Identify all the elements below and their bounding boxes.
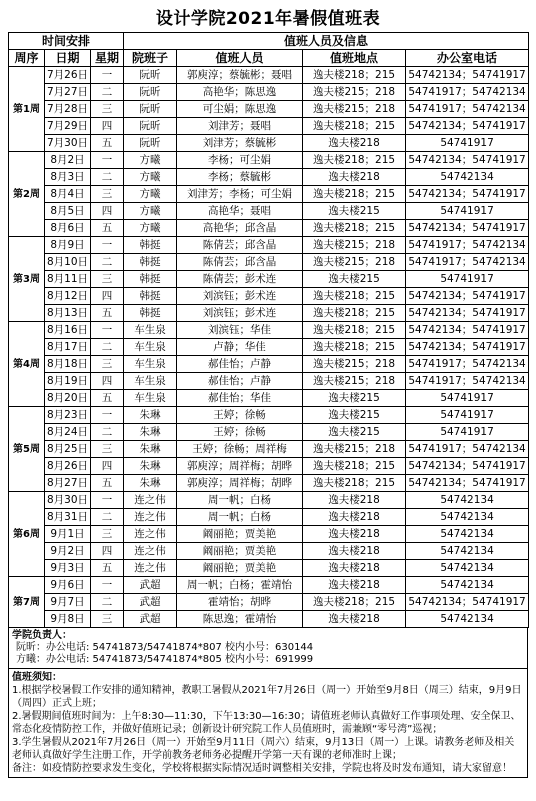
date-cell: 8月12日 [45, 288, 91, 305]
table-row [9, 169, 529, 186]
phone-cell: 54741917；54742134 [406, 356, 529, 373]
leader-cell: 武超 [124, 611, 177, 628]
date-cell: 7月27日 [45, 84, 91, 101]
place-cell: 逸夫楼215 [303, 390, 406, 407]
staff-cell: 李杨；蔡毓彬 [177, 169, 303, 186]
phone-cell: 54741917 [406, 203, 529, 220]
date-cell: 8月18日 [45, 356, 91, 373]
table-row [9, 322, 529, 339]
date-cell: 8月2日 [45, 152, 91, 169]
notes-heading: 值班须知： [12, 672, 62, 683]
week-label-cell: 第1周 [9, 67, 45, 152]
leader-cell: 方曦 [124, 220, 177, 237]
leader-cell: 方曦 [124, 152, 177, 169]
phone-cell: 54742134；54741917 [406, 339, 529, 356]
place-cell: 逸夫楼218；215 [303, 475, 406, 492]
date-cell: 8月20日 [45, 390, 91, 407]
weekday-cell: 五 [91, 475, 124, 492]
weekday-cell: 四 [91, 458, 124, 475]
leader-cell: 阮昕 [124, 84, 177, 101]
phone-cell: 54742134 [406, 560, 529, 577]
week-label-cell: 第5周 [9, 407, 45, 492]
note-line: 3.学生暑假从2021年7月26日（周一）开始至9月11日（周六）结束，9月13日（周一）上课。请教务老师及相关老师认真做好学生注册工作，开学前教务老师务必提醒开学第一天有课的老师准时上课； [12, 737, 515, 761]
leaders-heading: 学院负责人： [12, 630, 72, 641]
date-cell: 8月5日 [45, 203, 91, 220]
weekday-cell: 三 [91, 186, 124, 203]
duty-table [8, 32, 529, 628]
place-cell: 逸夫楼215；218 [303, 373, 406, 390]
place-cell: 逸夫楼218；215 [303, 288, 406, 305]
date-cell: 8月13日 [45, 305, 91, 322]
leader-cell: 朱琳 [124, 458, 177, 475]
place-cell: 逸夫楼215 [303, 271, 406, 288]
weekday-cell: 五 [91, 390, 124, 407]
leader-cell: 韩挺 [124, 288, 177, 305]
phone-cell: 54742134 [406, 526, 529, 543]
date-cell: 9月8日 [45, 611, 91, 628]
place-cell: 逸夫楼218；215 [303, 305, 406, 322]
staff-cell: 刘津芳；李杨；可尘娟 [177, 186, 303, 203]
date-cell: 8月4日 [45, 186, 91, 203]
table-row [9, 526, 529, 543]
column-header-staff: 值班人员 [177, 50, 303, 67]
weekday-cell: 三 [91, 441, 124, 458]
place-cell: 逸夫楼215；218 [303, 84, 406, 101]
group-header-staff: 值班人员及信息 [124, 33, 529, 50]
place-cell: 逸夫楼218；215 [303, 458, 406, 475]
staff-cell: 卢静；华佳 [177, 339, 303, 356]
weekday-cell: 五 [91, 305, 124, 322]
leader-cell: 朱琳 [124, 407, 177, 424]
leader-line: 方曦：办公电话: 54741873/54741874*805 校内小号：691999 [16, 654, 314, 665]
table-row [9, 152, 529, 169]
leader-cell: 武超 [124, 577, 177, 594]
staff-cell: 陈思逸；霍靖怡 [177, 611, 303, 628]
staff-cell: 周一帆；白杨 [177, 492, 303, 509]
place-cell: 逸夫楼218；215 [303, 594, 406, 611]
table-row [9, 441, 529, 458]
leader-cell: 阮昕 [124, 67, 177, 84]
date-cell: 8月6日 [45, 220, 91, 237]
leader-cell: 武超 [124, 594, 177, 611]
place-cell: 逸夫楼215 [303, 407, 406, 424]
phone-cell: 54741917 [406, 424, 529, 441]
column-header-weekday: 星期 [91, 50, 124, 67]
table-row [9, 424, 529, 441]
place-cell: 逸夫楼218；215 [303, 186, 406, 203]
table-row [9, 271, 529, 288]
phone-cell: 54742134 [406, 169, 529, 186]
staff-cell: 陈倩芸；邱含晶 [177, 237, 303, 254]
week-label-cell: 第4周 [9, 322, 45, 407]
weekday-cell: 四 [91, 373, 124, 390]
table-row [9, 356, 529, 373]
date-cell: 7月29日 [45, 118, 91, 135]
table-row [9, 339, 529, 356]
weekday-cell: 一 [91, 237, 124, 254]
weekday-cell: 三 [91, 526, 124, 543]
weekday-cell: 一 [91, 152, 124, 169]
staff-cell: 阚丽艳；贾美艳 [177, 526, 303, 543]
leader-cell: 车生泉 [124, 373, 177, 390]
place-cell: 逸夫楼215 [303, 203, 406, 220]
phone-cell: 54742134；54741917 [406, 475, 529, 492]
leader-cell: 方曦 [124, 203, 177, 220]
weekday-cell: 三 [91, 101, 124, 118]
date-cell: 8月19日 [45, 373, 91, 390]
date-cell: 9月1日 [45, 526, 91, 543]
week-label-cell: 第6周 [9, 492, 45, 577]
notes-section [8, 669, 528, 778]
leader-cell: 连之伟 [124, 492, 177, 509]
date-cell: 8月10日 [45, 254, 91, 271]
staff-cell: 高艳华；邱含晶 [177, 220, 303, 237]
place-cell: 逸夫楼215；218 [303, 237, 406, 254]
date-cell: 7月30日 [45, 135, 91, 152]
staff-cell: 王婷；徐畅；周祥梅 [177, 441, 303, 458]
phone-cell: 54742134；54741917 [406, 288, 529, 305]
date-cell: 8月27日 [45, 475, 91, 492]
staff-cell: 刘滨钰；彭术连 [177, 305, 303, 322]
phone-cell: 54742134；54741917 [406, 322, 529, 339]
leader-cell: 韩挺 [124, 271, 177, 288]
staff-cell: 高艳华；聂唱 [177, 203, 303, 220]
column-header-leader: 院班子 [124, 50, 177, 67]
phone-cell: 54742134；54741917 [406, 594, 529, 611]
leader-cell: 连之伟 [124, 543, 177, 560]
date-cell: 9月6日 [45, 577, 91, 594]
weekday-cell: 五 [91, 135, 124, 152]
place-cell: 逸夫楼218 [303, 492, 406, 509]
table-row [9, 407, 529, 424]
table-row [9, 560, 529, 577]
place-cell: 逸夫楼215 [303, 424, 406, 441]
date-cell: 8月24日 [45, 424, 91, 441]
place-cell: 逸夫楼218；215 [303, 152, 406, 169]
phone-cell: 54742134 [406, 611, 529, 628]
weekday-cell: 一 [91, 492, 124, 509]
weekday-cell: 二 [91, 424, 124, 441]
staff-cell: 高艳华；陈思逸 [177, 84, 303, 101]
table-row [9, 84, 529, 101]
weekday-cell: 二 [91, 169, 124, 186]
staff-cell: 刘滨钰；彭术连 [177, 288, 303, 305]
column-header-phone: 办公室电话 [406, 50, 529, 67]
group-header-time: 时间安排 [9, 33, 124, 50]
column-header-place: 值班地点 [303, 50, 406, 67]
place-cell: 逸夫楼218 [303, 509, 406, 526]
date-cell: 8月16日 [45, 322, 91, 339]
column-header-date: 日期 [45, 50, 91, 67]
phone-cell: 54741917；54742134 [406, 373, 529, 390]
place-cell: 逸夫楼218 [303, 526, 406, 543]
phone-cell: 54742134 [406, 492, 529, 509]
weekday-cell: 二 [91, 509, 124, 526]
note-line: 备注：如疫情防控要求发生变化，学校将根据实际情况适时调整相关安排，学院也将及时发布通知，请大家留意！ [12, 763, 512, 774]
weekday-cell: 三 [91, 271, 124, 288]
phone-cell: 54742134；54741917 [406, 118, 529, 135]
weekday-cell: 四 [91, 288, 124, 305]
place-cell: 逸夫楼218 [303, 577, 406, 594]
note-line: 1.根据学校暑假工作安排的通知精神，教职工暑假从2021年7月26日（周一）开始至9月8日（周三）结束，9月9日（周四）正式上班； [12, 685, 522, 709]
phone-cell: 54742134 [406, 543, 529, 560]
leader-cell: 连之伟 [124, 526, 177, 543]
phone-cell: 54741917；54742134 [406, 441, 529, 458]
table-row [9, 237, 529, 254]
duty-table-body [9, 67, 529, 628]
table-row [9, 254, 529, 271]
leader-cell: 方曦 [124, 186, 177, 203]
phone-cell: 54742134 [406, 509, 529, 526]
date-cell: 8月26日 [45, 458, 91, 475]
staff-cell: 可尘娟；陈思逸 [177, 101, 303, 118]
table-row [9, 594, 529, 611]
table-row [9, 220, 529, 237]
staff-cell: 李杨；可尘娟 [177, 152, 303, 169]
table-row [9, 543, 529, 560]
weekday-cell: 二 [91, 339, 124, 356]
table-row [9, 475, 529, 492]
place-cell: 逸夫楼215；218 [303, 441, 406, 458]
staff-cell: 霍靖怡；胡晔 [177, 594, 303, 611]
staff-cell: 郝佳怡；卢静 [177, 356, 303, 373]
leader-cell: 车生泉 [124, 322, 177, 339]
table-row [9, 611, 529, 628]
leader-cell: 方曦 [124, 169, 177, 186]
staff-cell: 刘滨钰；华佳 [177, 322, 303, 339]
weekday-cell: 一 [91, 577, 124, 594]
weekday-cell: 一 [91, 322, 124, 339]
place-cell: 逸夫楼218；215 [303, 339, 406, 356]
staff-cell: 阚丽艳；贾美艳 [177, 543, 303, 560]
weekday-cell: 四 [91, 203, 124, 220]
table-row [9, 305, 529, 322]
duty-schedule-page [8, 0, 528, 778]
place-cell: 逸夫楼218；215 [303, 118, 406, 135]
weekday-cell: 二 [91, 84, 124, 101]
date-cell: 8月25日 [45, 441, 91, 458]
staff-cell: 郭庾淳；周祥梅；胡晔 [177, 475, 303, 492]
phone-cell: 54742134 [406, 577, 529, 594]
leader-cell: 朱琳 [124, 424, 177, 441]
table-row [9, 458, 529, 475]
date-cell: 7月28日 [45, 101, 91, 118]
leaders-section [8, 628, 528, 669]
week-label-cell: 第7周 [9, 577, 45, 628]
phone-cell: 54742134；54741917 [406, 458, 529, 475]
place-cell: 逸夫楼218；215 [303, 67, 406, 84]
column-header-week: 周序 [9, 50, 45, 67]
staff-cell: 郭庾淳；蔡毓彬；聂唱 [177, 67, 303, 84]
table-row [9, 373, 529, 390]
week-label-cell: 第3周 [9, 237, 45, 322]
staff-cell: 阚丽艳；贾美艳 [177, 560, 303, 577]
table-row [9, 118, 529, 135]
leader-cell: 车生泉 [124, 356, 177, 373]
phone-cell: 54741917；54742134 [406, 254, 529, 271]
leader-cell: 韩挺 [124, 237, 177, 254]
date-cell: 9月3日 [45, 560, 91, 577]
leader-cell: 车生泉 [124, 390, 177, 407]
weekday-cell: 二 [91, 254, 124, 271]
date-cell: 8月9日 [45, 237, 91, 254]
table-row [9, 135, 529, 152]
leader-line: 阮昕：办公电话: 54741873/54741874*807 校内小号：630144 [16, 642, 314, 653]
table-row [9, 67, 529, 84]
staff-cell: 郭庾淳；周祥梅；胡晔 [177, 458, 303, 475]
staff-cell: 王婷；徐畅 [177, 407, 303, 424]
phone-cell: 54741917；54742134 [406, 237, 529, 254]
leader-cell: 阮昕 [124, 135, 177, 152]
place-cell: 逸夫楼215；218 [303, 101, 406, 118]
note-line: 2.暑假期间值班时间为：上午8:30—11:30，下午13:30—16:30；请值班老师认真做好工作事项处理、安全保卫、常态化疫情防控工作，并做好值班记录；创新设计研究院工作人员值班时，需兼顾“零号湾”巡视； [12, 711, 521, 735]
phone-cell: 54741917 [406, 135, 529, 152]
phone-cell: 54741917 [406, 407, 529, 424]
weekday-cell: 一 [91, 407, 124, 424]
phone-cell: 54741917；54742134 [406, 101, 529, 118]
phone-cell: 54742134；54741917 [406, 67, 529, 84]
weekday-cell: 四 [91, 118, 124, 135]
place-cell: 逸夫楼218；215 [303, 322, 406, 339]
weekday-cell: 三 [91, 611, 124, 628]
weekday-cell: 五 [91, 220, 124, 237]
phone-cell: 54742134；54741917 [406, 220, 529, 237]
place-cell: 逸夫楼218；215 [303, 220, 406, 237]
table-row [9, 288, 529, 305]
leader-cell: 韩挺 [124, 305, 177, 322]
leader-cell: 阮昕 [124, 101, 177, 118]
phone-cell: 54741917；54742134 [406, 84, 529, 101]
table-row [9, 577, 529, 594]
date-cell: 8月3日 [45, 169, 91, 186]
phone-cell: 54742134；54741917 [406, 305, 529, 322]
date-cell: 9月7日 [45, 594, 91, 611]
date-cell: 9月2日 [45, 543, 91, 560]
staff-cell: 郝佳怡；华佳 [177, 390, 303, 407]
leader-cell: 连之伟 [124, 509, 177, 526]
date-cell: 8月23日 [45, 407, 91, 424]
date-cell: 7月26日 [45, 67, 91, 84]
place-cell: 逸夫楼218 [303, 611, 406, 628]
leader-cell: 朱琳 [124, 475, 177, 492]
date-cell: 8月31日 [45, 509, 91, 526]
leader-cell: 阮昕 [124, 118, 177, 135]
page-title: 设计学院2021年暑假值班表 [155, 9, 381, 29]
weekday-cell: 二 [91, 594, 124, 611]
table-row [9, 203, 529, 220]
table-row [9, 186, 529, 203]
staff-cell: 刘津芳；蔡毓彬 [177, 135, 303, 152]
date-cell: 8月11日 [45, 271, 91, 288]
leader-cell: 韩挺 [124, 254, 177, 271]
weekday-cell: 五 [91, 560, 124, 577]
staff-cell: 陈倩芸；彭术连 [177, 271, 303, 288]
place-cell: 逸夫楼218 [303, 169, 406, 186]
phone-cell: 54741917 [406, 390, 529, 407]
phone-cell: 54741917 [406, 271, 529, 288]
table-row [9, 390, 529, 407]
staff-cell: 郝佳怡；卢静 [177, 373, 303, 390]
staff-cell: 王婷；徐畅 [177, 424, 303, 441]
place-cell: 逸夫楼215；218 [303, 254, 406, 271]
leader-cell: 车生泉 [124, 339, 177, 356]
place-cell: 逸夫楼218 [303, 543, 406, 560]
date-cell: 8月17日 [45, 339, 91, 356]
place-cell: 逸夫楼218 [303, 560, 406, 577]
weekday-cell: 四 [91, 543, 124, 560]
place-cell: 逸夫楼215；218 [303, 356, 406, 373]
weekday-cell: 一 [91, 67, 124, 84]
weekday-cell: 三 [91, 356, 124, 373]
leader-cell: 连之伟 [124, 560, 177, 577]
phone-cell: 54742134；54741917 [406, 152, 529, 169]
table-row [9, 492, 529, 509]
staff-cell: 陈倩芸；邱含晶 [177, 254, 303, 271]
table-row [9, 509, 529, 526]
place-cell: 逸夫楼218 [303, 135, 406, 152]
leader-cell: 朱琳 [124, 441, 177, 458]
staff-cell: 周一帆；白杨 [177, 509, 303, 526]
staff-cell: 刘津芳；聂唱 [177, 118, 303, 135]
date-cell: 8月30日 [45, 492, 91, 509]
staff-cell: 周一帆；白杨；霍靖怡 [177, 577, 303, 594]
phone-cell: 54742134；54741917 [406, 186, 529, 203]
week-label-cell: 第2周 [9, 152, 45, 237]
table-row [9, 101, 529, 118]
